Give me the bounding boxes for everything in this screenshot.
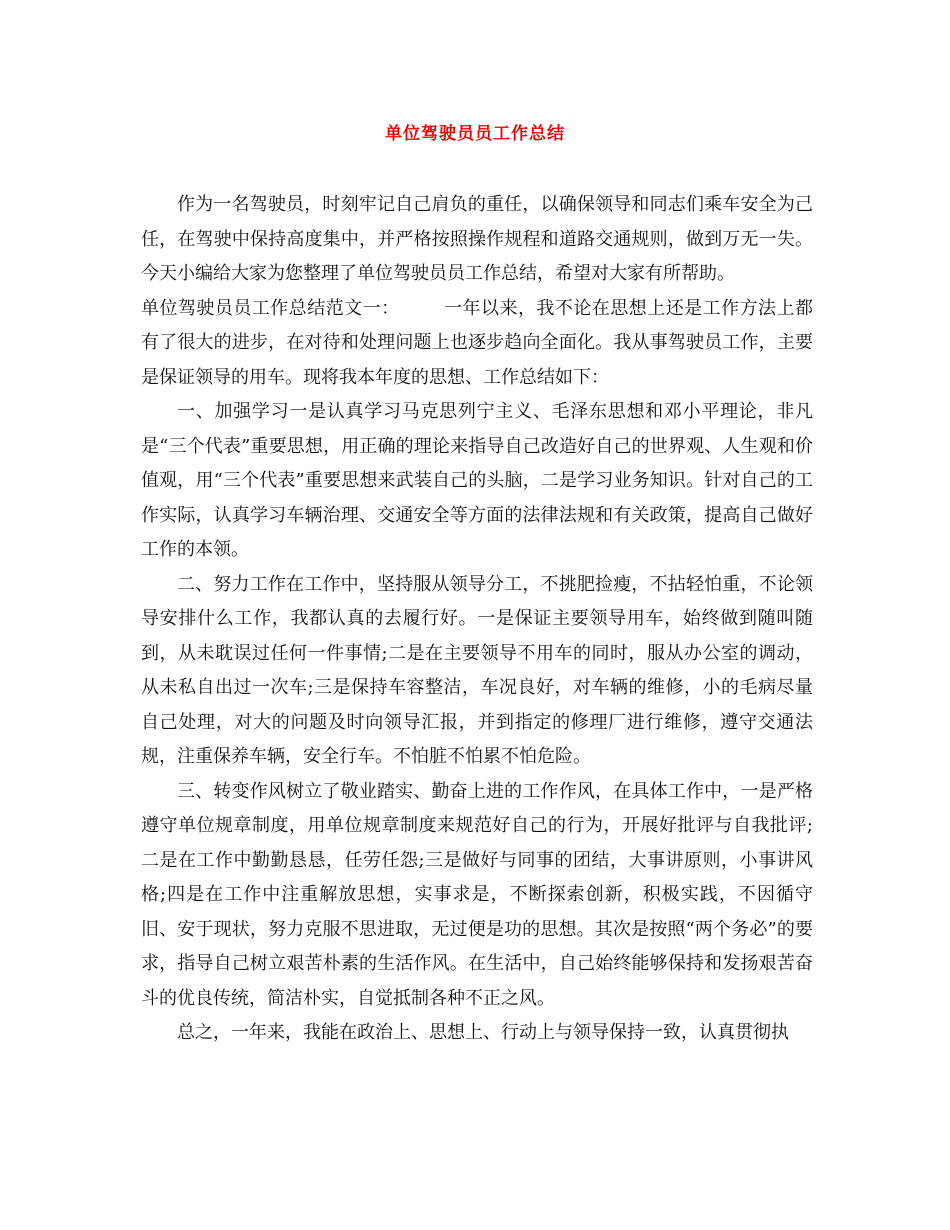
section-paragraph xyxy=(141,292,813,396)
body-paragraph-4: 总之，一年来，我能在政治上、思想上、行动上与领导保持一致，认真贯彻执 xyxy=(177,1022,789,1043)
section-heading: 单位驾驶员员工作总结范文一： xyxy=(141,297,400,319)
intro-paragraph: 作为一名驾驶员，时刻牢记自己肩负的重任，以确保领导和同志们乘车安全为己任，在驾驶中保持高度集中，并严格按照操作规程和道路交通规则，做到万无一失。今天小编给大家为您整理了单位驾驶员员工作总结，希望对大家有所帮助。 xyxy=(141,194,813,284)
document-title: 单位驾驶员员工作总结 xyxy=(385,124,565,144)
body-paragraph-3: 三、转变作风树立了敬业踏实、勤奋上进的工作作风，在具体工作中，一是严格遵守单位规章制度，用单位规章制度来规范好自己的行为，开展好批评与自我批评;二是在工作中勤勤恳恳，任劳任怨;三是做好与同事的团结，大事讲原则，小事讲风格;四是在工作中注重解放思想，实事求是，不断探索创新，积极实践，不因循守旧、安于现状，努力克服不思进取，无过便是功的思想。其次是按照“两个务必”的要求，指导自己树立艰苦朴素的生活作风。在生活中，自己始终能够保持和发扬艰苦奋斗的优良传统，简洁朴实，自觉抵制各种不正之风。 xyxy=(141,780,813,1009)
document-body xyxy=(141,188,813,1051)
body-paragraph-2: 二、努力工作在工作中，坚持服从领导分工，不挑肥捡瘦，不拈轻怕重，不论领导安排什么工作，我都认真的去履行好。一是保证主要领导用车，始终做到随叫随到，从未耽误过任何一件事情;二是在主要领导不用车的同时，服从办公室的调动，从未私自出过一次车;三是保持车容整洁，车况良好，对车辆的维修，小的毛病尽量自己处理，对大的问题及时向领导汇报，并到指定的修理厂进行维修，遵守交通法规，注重保养车辆，安全行车。不怕脏不怕累不怕危险。 xyxy=(141,573,813,767)
section-lead: 一年以来，我不论在思想上还是工作方法上都有了很大的进步，在对待和处理问题上也逐步趋向全面化。我从事驾驶员工作，主要是保证领导的用车。现将我本年度的思想、工作总结如下： xyxy=(141,297,814,388)
body-paragraph-1: 一、加强学习一是认真学习马克思列宁主义、毛泽东思想和邓小平理论，非凡是“三个代表”重要思想，用正确的理论来指导自己改造好自己的世界观、人生观和价值观，用“三个代表”重要思想来武装自己的头脑，二是学习业务知识。针对自己的工作实际，认真学习车辆治理、交通安全等方面的法律法规和有关政策，提高自己做好工作的本领。 xyxy=(141,401,813,560)
